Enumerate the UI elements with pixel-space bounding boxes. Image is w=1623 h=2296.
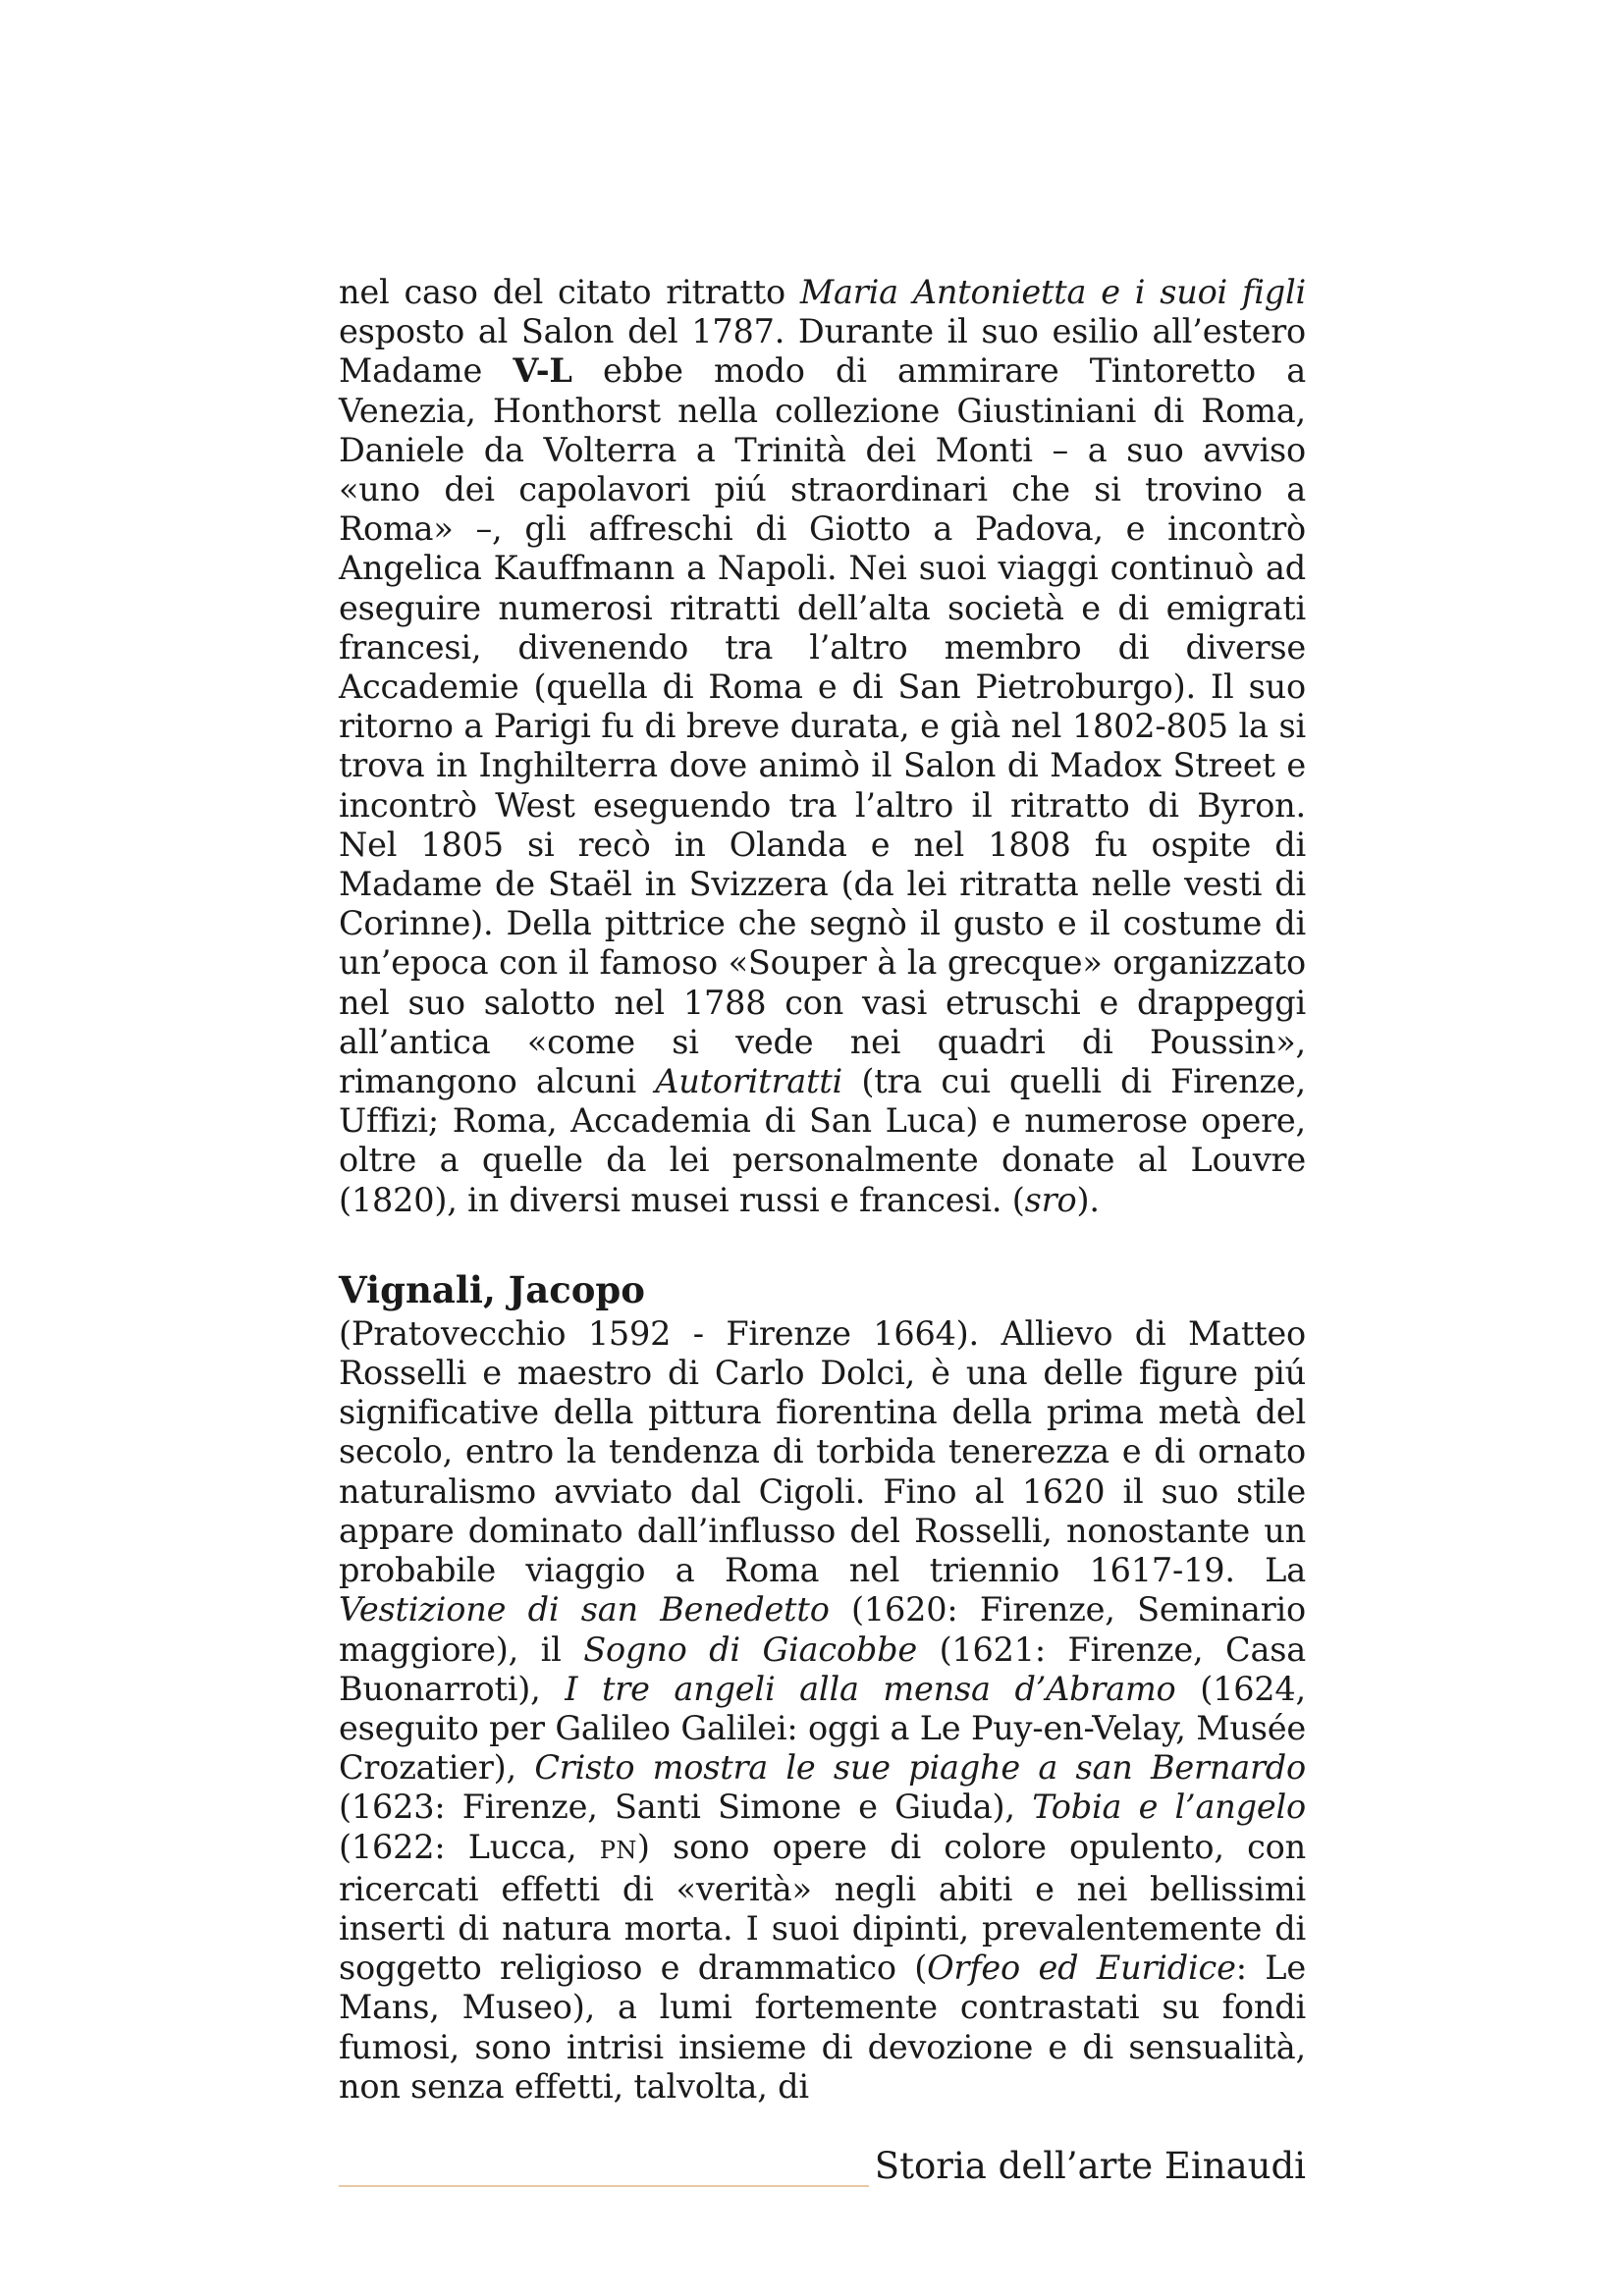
text-run: ebbe modo di ammirare Tintoretto a Venezia, Honthorst nella collezione Giustiniani di Roma, Daniele da Volterra a Trinità dei Monti – a suo avviso «uno dei capolavori piú straordinari che si trovino a Roma» –, gli affreschi di Giotto a Padova, e incontrò Angelica Kauffmann a Napoli. Nei suoi viaggi continuò ad eseguire numerosi ritratti dell’alta società e di emigrati francesi, divenendo tra l’altro membro di diverse Accademie (quella di Roma e di San Pietroburgo). Il suo ritorno a Parigi fu di breve durata, e già nel 1802-805 la si trova in Inghilterra dove animò il Salon di Madox Street e incontrò West eseguendo tra l’altro il ritratto di Byron. Nel 1805 si recò in Olanda e nel 1808 fu ospite di Madame de Staël in Svizzera (da lei ritratta nelle vesti di Corinne). Della pittrice che segnò il gusto e il costume di un’epoca con il famoso «Souper à la grecque» organizzato nel suo salotto nel 1788 con vasi etruschi e drappeggi all’antica «come si vede nei quadri di Poussin», rimangono alcuni — [339, 351, 1306, 1101]
entry-title: Vignali, Jacopo — [339, 1267, 645, 1311]
entry-paragraph — [339, 1314, 1306, 2107]
text-run: V-L — [513, 351, 572, 391]
text-run: Maria Antonietta e i suoi figli — [799, 273, 1306, 311]
text-run: Autoritratti — [655, 1062, 843, 1101]
text-run: (1623: Firenze, Santi Simone e Giuda), — [339, 1788, 1033, 1827]
page-body — [339, 273, 1306, 2107]
text-run: (1624, eseguito per Galileo Galilei: oggi a Le Puy-en-Velay, Musée Crozatier), — [339, 1669, 1306, 1788]
text-run: (1622: Lucca, — [339, 1827, 600, 1866]
footer-rule — [339, 2185, 869, 2187]
text-run: esposto al Salon del 1787. Durante il suo esilio all’estero Madame — [339, 312, 1306, 391]
text-run: sro — [1024, 1180, 1077, 1219]
text-run: I tre angeli alla mensa d’Abramo — [565, 1669, 1176, 1708]
text-run: (1621: Firenze, Casa Buonarroti), — [339, 1629, 1306, 1708]
text-run: PN — [599, 1836, 637, 1864]
text-run: : Le Mans, Museo), a lumi fortemente contrastati su fondi fumosi, sono intrisi insieme di devozione e di sensualità, non senza effetti, talvolta, di — [339, 1949, 1306, 2106]
text-run: Orfeo ed Euridice — [927, 1949, 1236, 1988]
text-run: (1620: Firenze, Seminario maggiore), il — [339, 1590, 1306, 1669]
text-run: ) sono opere di colore opulento, con ricercati effetti di «verità» negli abiti e nei bellissimi inserti di natura morta. I suoi dipinti, prevalentemente di soggetto religioso e drammatico ( — [339, 1827, 1307, 1988]
page-footer — [339, 2142, 1306, 2191]
text-run: Sogno di Giacobbe — [583, 1629, 917, 1669]
footer-label: Storia dell’arte Einaudi — [874, 2145, 1306, 2187]
text-run: ). — [1076, 1180, 1100, 1219]
text-run: Cristo mostra le sue piaghe a san Bernardo — [534, 1748, 1306, 1788]
text-run: Vestizione di san Benedetto — [339, 1590, 830, 1629]
previous-entry-paragraph — [339, 273, 1306, 1220]
text-run: Tobia e l’angelo — [1032, 1788, 1307, 1827]
text-run: (tra cui quelli di Firenze, Uffizi; Roma, Accademia di San Luca) e numerose opere, oltre a quelle da lei personalmente donate al Louvre (1820), in diversi musei russi e francesi. ( — [339, 1062, 1306, 1219]
text-run: (Pratovecchio 1592 - Firenze 1664). Allievo di Matteo Rosselli e maestro di Carlo Dolci, è una delle figure piú significative della pittura fiorentina della prima metà del secolo, entro la tendenza di torbida tenerezza e di ornato naturalismo avviato dal Cigoli. Fino al 1620 il suo stile appare dominato dall’influsso del Rosselli, nonostante un probabile viaggio a Roma nel triennio 1617-19. La — [339, 1313, 1306, 1590]
text-run: nel caso del citato ritratto — [339, 273, 800, 311]
